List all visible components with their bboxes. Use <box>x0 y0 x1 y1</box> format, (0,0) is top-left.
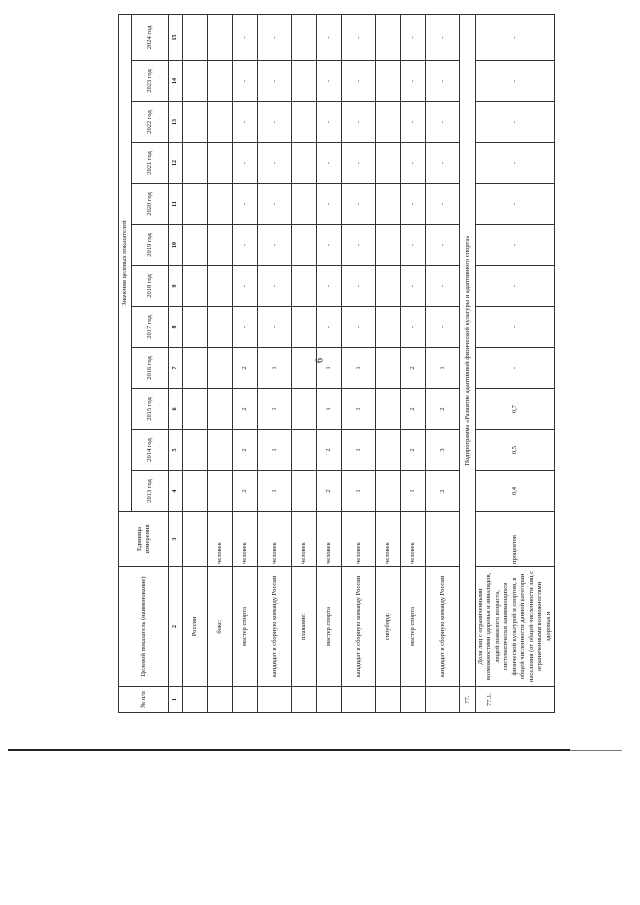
row-value: 2 <box>401 348 426 389</box>
header-year: 2018 год <box>132 266 169 307</box>
table-row <box>317 15 342 713</box>
row-value <box>376 143 401 184</box>
row-unit: человек <box>233 512 258 567</box>
row-value: 2 <box>426 389 460 430</box>
target-indicators-table <box>118 14 555 713</box>
row-value <box>376 307 401 348</box>
row-value <box>183 348 208 389</box>
row-value <box>208 471 233 512</box>
row-value <box>292 15 317 61</box>
row-value: - <box>401 225 426 266</box>
column-index: 7 <box>169 348 183 389</box>
row-value <box>208 225 233 266</box>
row-value: 2 <box>233 471 258 512</box>
row-value: - <box>233 143 258 184</box>
section-num: 77. <box>460 687 476 713</box>
row-value: 1 <box>317 348 342 389</box>
row-value <box>208 102 233 143</box>
row-value <box>292 307 317 348</box>
row-value: 2 <box>401 430 426 471</box>
column-index: 8 <box>169 307 183 348</box>
row-num <box>183 687 208 713</box>
row-value <box>183 225 208 266</box>
row-value: - <box>258 102 292 143</box>
row-value: - <box>317 143 342 184</box>
row-value: 1 <box>258 430 292 471</box>
row-value: - <box>342 225 376 266</box>
row-value: - <box>342 143 376 184</box>
row-value <box>292 143 317 184</box>
row-value <box>208 348 233 389</box>
row-num <box>401 687 426 713</box>
header-year: 2019 год <box>132 225 169 266</box>
row-value: - <box>426 307 460 348</box>
header-year: 2022 год <box>132 102 169 143</box>
row-value: - <box>258 307 292 348</box>
table-row <box>208 15 233 713</box>
header-year: 2021 год <box>132 143 169 184</box>
row-value: - <box>426 225 460 266</box>
row-value <box>376 225 401 266</box>
row-value: - <box>401 307 426 348</box>
row-value: - <box>426 15 460 61</box>
row-value <box>376 61 401 102</box>
row-value <box>208 430 233 471</box>
row-name: Доля лиц с ограниченными возможностями здоровья и инвалидов, людей пожилого возраста, систематически занимающихся физической культурой и спортом, в общей численности данной категории населения (от общей численности лиц с ограниченными возможностями здоровья и <box>476 567 555 687</box>
row-name: мастер спорта <box>401 567 426 687</box>
row-value <box>183 430 208 471</box>
column-index: 6 <box>169 389 183 430</box>
section-row <box>460 15 476 713</box>
row-value: - <box>401 143 426 184</box>
row-name: России <box>183 567 208 687</box>
row-unit: человек <box>258 512 292 567</box>
row-value: - <box>258 61 292 102</box>
row-value <box>376 389 401 430</box>
row-value: - <box>426 266 460 307</box>
row-value: - <box>258 225 292 266</box>
row-value: - <box>401 184 426 225</box>
row-value <box>183 266 208 307</box>
row-value: 2 <box>426 471 460 512</box>
row-value: - <box>317 102 342 143</box>
row-value: - <box>258 266 292 307</box>
row-value <box>376 471 401 512</box>
header-year: 2024 год <box>132 15 169 61</box>
column-index: 14 <box>169 61 183 102</box>
column-index: 3 <box>169 512 183 567</box>
row-value: 3 <box>426 430 460 471</box>
row-value: - <box>317 307 342 348</box>
row-value: - <box>426 143 460 184</box>
row-value <box>183 471 208 512</box>
row-value: - <box>401 61 426 102</box>
row-name: плавание: <box>292 567 317 687</box>
row-value: 2 <box>317 471 342 512</box>
row-unit: процентов <box>476 512 555 567</box>
row-value: - <box>233 307 258 348</box>
column-index: 2 <box>169 567 183 687</box>
row-value: - <box>342 15 376 61</box>
row-value: 2 <box>233 389 258 430</box>
row-value <box>183 61 208 102</box>
row-value: - <box>476 184 555 225</box>
table-row <box>476 15 555 713</box>
header-name: Целевой показатель (наименование) <box>119 567 169 687</box>
row-value: - <box>476 348 555 389</box>
page-number: 6 <box>314 358 326 363</box>
row-name: сноуборд: <box>376 567 401 687</box>
column-index: 10 <box>169 225 183 266</box>
row-value: 1 <box>342 430 376 471</box>
column-index: 15 <box>169 15 183 61</box>
row-value: 2 <box>233 348 258 389</box>
column-index: 5 <box>169 430 183 471</box>
rotated-table-container <box>118 16 560 713</box>
column-index: 4 <box>169 471 183 512</box>
row-value <box>183 15 208 61</box>
row-value: - <box>426 184 460 225</box>
row-value <box>292 471 317 512</box>
column-index: 12 <box>169 143 183 184</box>
row-unit: человек <box>292 512 317 567</box>
divider-line-thin <box>570 750 622 751</box>
header-year: 2020 год <box>132 184 169 225</box>
table-row <box>376 15 401 713</box>
row-value <box>208 184 233 225</box>
row-value: 1 <box>401 471 426 512</box>
row-value: 1 <box>258 348 292 389</box>
row-value: 0,7 <box>476 389 555 430</box>
row-value: 1 <box>258 389 292 430</box>
table-row <box>292 15 317 713</box>
row-value: - <box>401 266 426 307</box>
row-value: 2 <box>233 430 258 471</box>
table-row <box>183 15 208 713</box>
row-value: 1 <box>426 348 460 389</box>
row-value: 2 <box>401 389 426 430</box>
row-value: - <box>317 61 342 102</box>
row-num <box>426 687 460 713</box>
row-value: - <box>317 225 342 266</box>
row-value: - <box>233 61 258 102</box>
row-unit: человек <box>376 512 401 567</box>
row-value: - <box>258 15 292 61</box>
row-value: - <box>426 102 460 143</box>
row-unit: человек <box>208 512 233 567</box>
row-value: - <box>476 15 555 61</box>
row-value <box>292 61 317 102</box>
row-value <box>183 102 208 143</box>
row-num <box>292 687 317 713</box>
row-value: - <box>233 102 258 143</box>
header-num: № п/п <box>119 687 169 713</box>
row-value: - <box>342 184 376 225</box>
table-row <box>258 15 292 713</box>
row-value: - <box>233 184 258 225</box>
row-num: 77.1. <box>476 687 555 713</box>
row-value <box>376 266 401 307</box>
row-value: - <box>401 102 426 143</box>
row-value: 1 <box>317 389 342 430</box>
row-value: - <box>476 143 555 184</box>
row-value: - <box>342 266 376 307</box>
row-value <box>292 348 317 389</box>
header-unit: Единица измерения <box>119 512 169 567</box>
header-year: 2023 год <box>132 61 169 102</box>
row-value: - <box>476 102 555 143</box>
row-value <box>292 102 317 143</box>
row-num <box>376 687 401 713</box>
table-row <box>426 15 460 713</box>
row-name: мастер спорта <box>233 567 258 687</box>
row-value: 1 <box>342 389 376 430</box>
row-value <box>376 102 401 143</box>
column-index: 13 <box>169 102 183 143</box>
row-value <box>208 389 233 430</box>
row-unit <box>426 512 460 567</box>
row-value: - <box>342 61 376 102</box>
header-year: 2013 год <box>132 471 169 512</box>
row-num <box>317 687 342 713</box>
row-value: 1 <box>258 471 292 512</box>
row-value: 0,5 <box>476 430 555 471</box>
row-value <box>208 61 233 102</box>
column-index: 11 <box>169 184 183 225</box>
row-value <box>208 15 233 61</box>
table-row <box>401 15 426 713</box>
header-year: 2016 год <box>132 348 169 389</box>
table-row <box>342 15 376 713</box>
row-value: - <box>342 102 376 143</box>
row-value <box>376 15 401 61</box>
row-num <box>258 687 292 713</box>
divider-line <box>8 749 570 751</box>
row-value: - <box>317 15 342 61</box>
row-value <box>292 389 317 430</box>
row-value: 0,4 <box>476 471 555 512</box>
row-num <box>342 687 376 713</box>
row-value: - <box>401 15 426 61</box>
row-num <box>233 687 258 713</box>
row-value <box>376 430 401 471</box>
row-unit <box>183 512 208 567</box>
row-value <box>183 184 208 225</box>
row-value: - <box>476 307 555 348</box>
header-year: 2014 год <box>132 430 169 471</box>
row-value: - <box>233 225 258 266</box>
row-value <box>208 266 233 307</box>
header-year: 2015 год <box>132 389 169 430</box>
row-value: 1 <box>342 471 376 512</box>
table-row <box>233 15 258 713</box>
row-value: 2 <box>317 430 342 471</box>
row-value <box>208 143 233 184</box>
row-value: - <box>233 15 258 61</box>
row-value: - <box>258 143 292 184</box>
section-title: Подпрограмма «Развитие адаптивной физической культуры и адаптивного спорта» <box>460 15 476 687</box>
row-value <box>292 184 317 225</box>
row-value <box>292 266 317 307</box>
row-value <box>208 307 233 348</box>
row-num <box>208 687 233 713</box>
header-year: 2017 год <box>132 307 169 348</box>
row-name: мастер спорта <box>317 567 342 687</box>
row-name: кандидат в сборную команду России <box>342 567 376 687</box>
row-value: - <box>476 225 555 266</box>
row-unit: человек <box>342 512 376 567</box>
column-index: 9 <box>169 266 183 307</box>
row-value: 1 <box>342 348 376 389</box>
row-value <box>183 389 208 430</box>
row-name: бокс: <box>208 567 233 687</box>
row-unit: человек <box>317 512 342 567</box>
row-value <box>376 184 401 225</box>
row-value: - <box>258 184 292 225</box>
row-value: - <box>317 184 342 225</box>
row-value <box>292 225 317 266</box>
row-name: кандидат в сборную команду России <box>258 567 292 687</box>
row-value <box>183 307 208 348</box>
row-value <box>292 430 317 471</box>
column-index: 1 <box>169 687 183 713</box>
row-unit: человек <box>401 512 426 567</box>
row-value: - <box>317 266 342 307</box>
row-value: - <box>476 266 555 307</box>
row-value: - <box>476 61 555 102</box>
row-value: - <box>426 61 460 102</box>
row-value <box>183 143 208 184</box>
row-value <box>376 348 401 389</box>
row-name: кандидат в сборную команду России <box>426 567 460 687</box>
header-values-group: Значения целевых показателей <box>119 15 132 512</box>
row-value: - <box>233 266 258 307</box>
row-value: - <box>342 307 376 348</box>
